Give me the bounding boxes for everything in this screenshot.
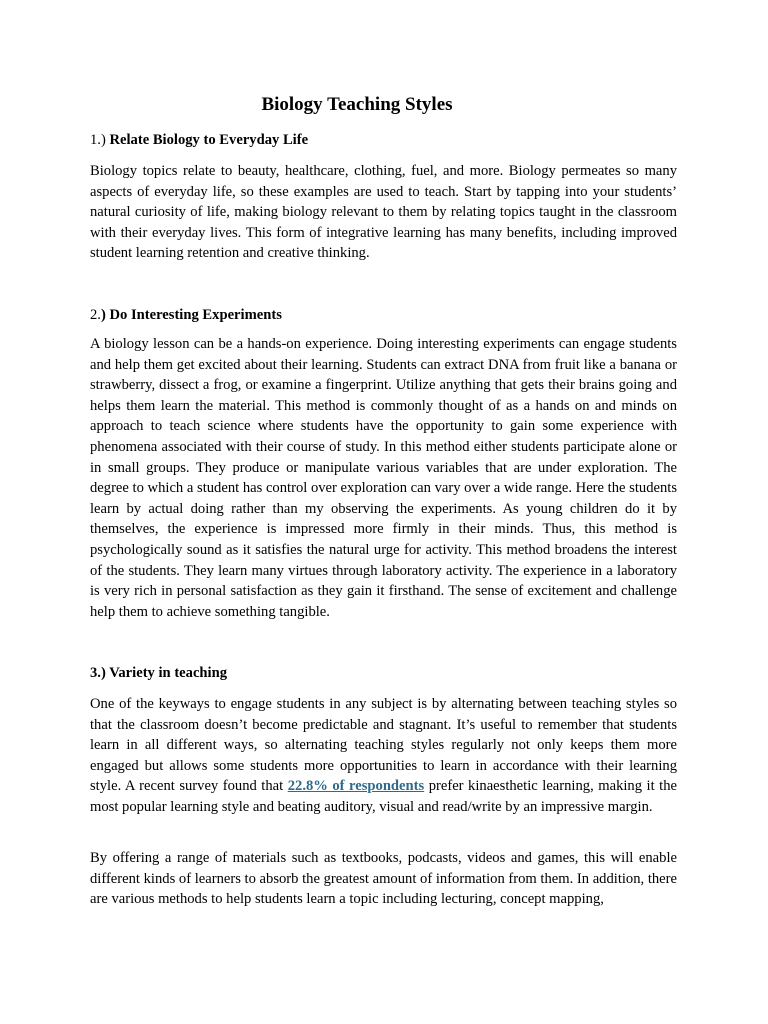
section-3-paragraph-1 <box>90 694 677 818</box>
section-3-heading <box>90 663 680 683</box>
section-2-title: ) Do Interesting Experiments <box>100 307 282 323</box>
section-2-paragraph: A biology lesson can be a hands-on experience. Doing interesting experiments can engage students and help them get excited about their learning. Students can extract DNA from fruit like a banana or strawberry, dissect a frog, or examine a fingerprint. Utilize anything that gets their brains going and helps them learn the material. This method is commonly thought of as a hands on and minds on approach to teach science where students have the opportunity to gain some experience with phenomena associated with their course of study. In this method either students participate alone or in small groups. They produce or manipulate various variables that are under exploration. The degree to which a student has control over exploration can vary over a wide range. Here the students learn by actual doing rather than my observing the experiments. As young children do it by themselves, the experience is impressed more firmly in their minds. Thus, this method is psychologically sound as it satisfies the natural urge for activity. This method broadens the interest of the students. They learn many virtues through laboratory activity. The experience in a laboratory is very rich in personal satisfaction as they gain it firsthand. The sense of excitement and challenge help them to achieve something tangible. <box>90 336 677 620</box>
section-1-paragraph: Biology topics relate to beauty, healthcare, clothing, fuel, and more. Biology permeates so many aspects of everyday life, so these examples are used to teach. Start by tapping into your students’ natural curiosity of life, making biology relevant to them by relating topics taught in the classroom with their everyday lives. This form of integrative learning has many benefits, including improved student learning retention and creative thinking. <box>90 163 677 262</box>
section-3-text-before-link: One of the keyways to engage students in any subject is by alternating between teaching styles so that the classroom doesn’t become predictable and stagnant. It’s useful to remember that students learn in all different ways, so alternating teaching styles regularly not only keeps them more engaged but allows some students more opportunities to learn in accordance with their learning style. A recent survey found that <box>90 696 677 795</box>
section-3-text-after-link: prefer kinaesthetic learning, making it the most popular learning style and beating auditory, visual and read/write by an impressive margin. <box>90 778 677 815</box>
section-2-heading <box>90 305 680 325</box>
section-3-paragraph-2: By offering a range of materials such as textbooks, podcasts, videos and games, this will enable different kinds of learners to absorb the greatest amount of information from them. In addition, there are various methods to help students learn a topic including lecturing, concept mapping, <box>90 850 677 908</box>
section-1-heading <box>90 130 680 150</box>
document-title: Biology Teaching Styles <box>261 94 453 115</box>
respondents-link[interactable]: 22.8% of respondents <box>287 778 425 795</box>
section-1-title: Relate Biology to Everyday Life <box>109 132 309 148</box>
section-2-number: 2. <box>90 307 101 323</box>
section-1-number: 1.) <box>90 132 106 148</box>
section-3-title: 3.) Variety in teaching <box>90 665 228 681</box>
